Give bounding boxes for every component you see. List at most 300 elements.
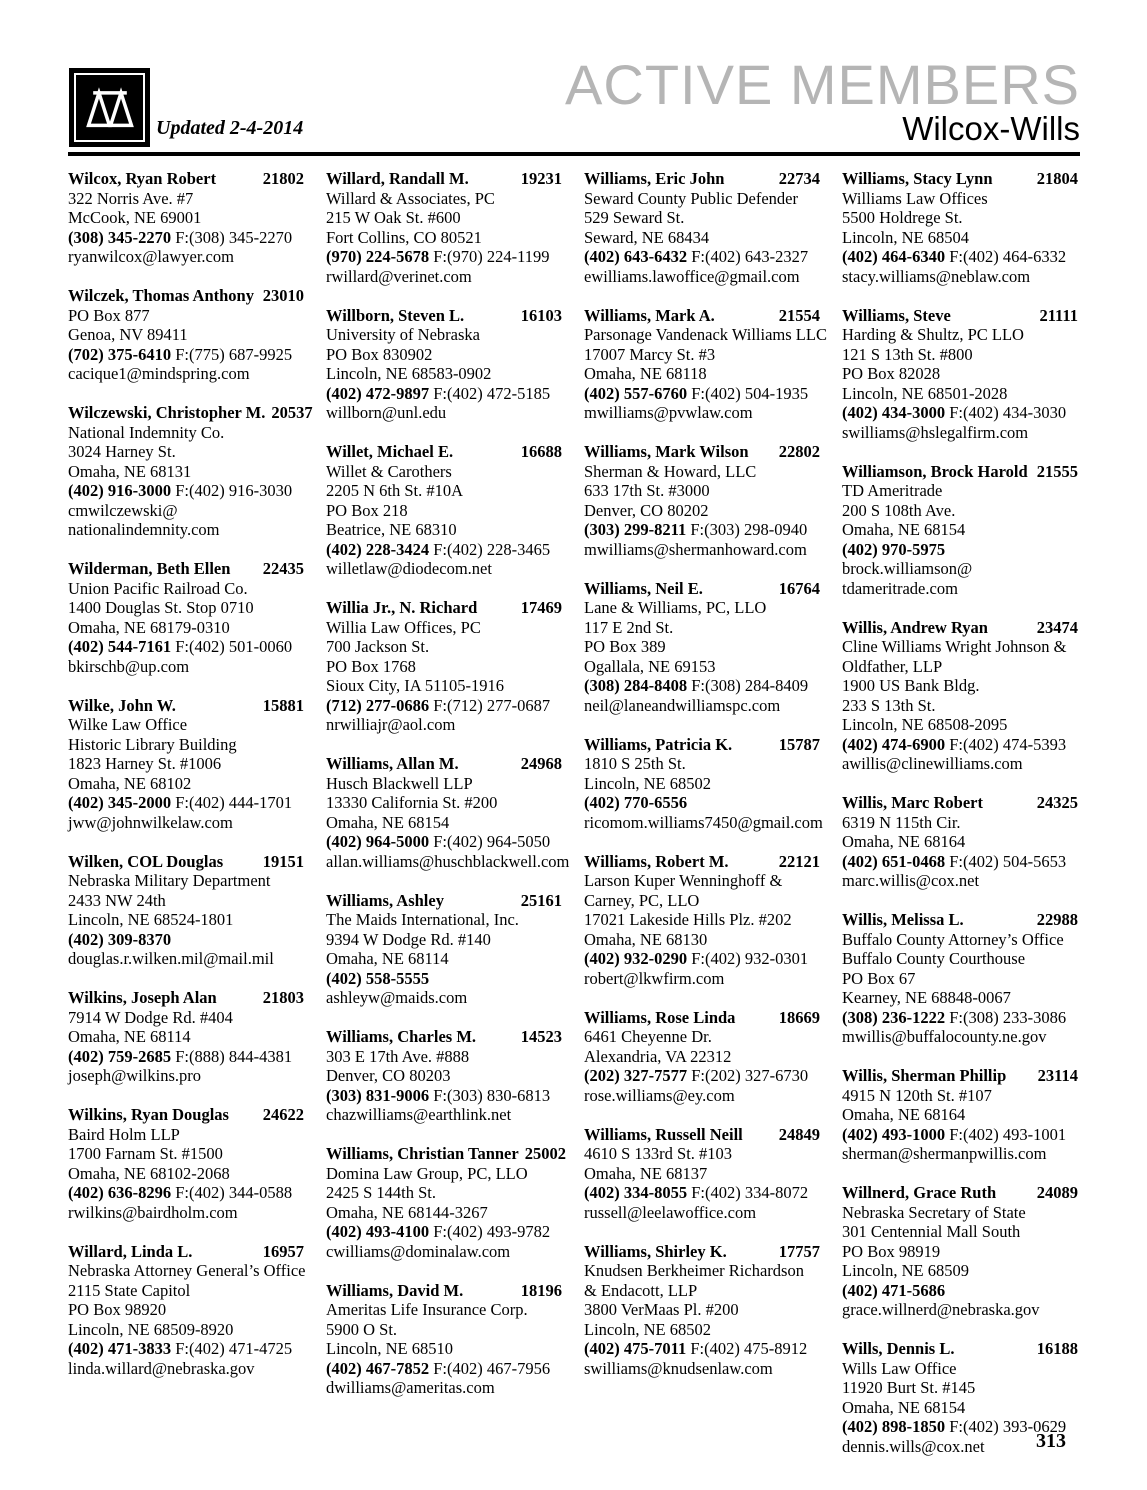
member-address-line: Nebraska Military Department xyxy=(68,871,271,890)
member-entry-header xyxy=(842,169,1078,189)
member-address-line: Nebraska Attorney General’s Office xyxy=(68,1261,306,1280)
member-id: 21555 xyxy=(1036,461,1078,481)
member-address-line: 2115 State Capitol xyxy=(68,1280,191,1300)
member-address-line: Lincoln, NE 68524-1801 xyxy=(68,910,234,929)
member-entry xyxy=(842,169,1078,286)
member-address-line: 3800 VerMaas Pl. #200 xyxy=(584,1300,739,1319)
member-phone-line xyxy=(326,696,562,716)
member-entry xyxy=(68,696,304,833)
member-fax: F:(775) 687-9925 xyxy=(175,344,293,364)
member-phone-line xyxy=(68,228,304,248)
updated-date: Updated 2-4-2014 xyxy=(156,117,304,139)
member-email-line: douglas.r.wilken.mil@mail.mil xyxy=(68,949,274,968)
member-id: 16688 xyxy=(520,442,562,461)
member-entry-header xyxy=(584,169,820,189)
member-entry xyxy=(326,891,562,1008)
member-address-line: PO Box 389 xyxy=(584,637,666,656)
member-email-line: mwilliams@shermanhoward.com xyxy=(584,539,807,559)
member-id: 16957 xyxy=(262,1241,304,1261)
member-entry xyxy=(584,852,820,989)
member-fax: F:(402) 472-5185 xyxy=(433,383,551,403)
member-fax: F:(402) 964-5050 xyxy=(433,832,551,851)
member-phone: (402) 759-2685 xyxy=(68,1046,172,1066)
member-phone-line xyxy=(842,247,1078,267)
member-address-line: Harding & Shultz, PC LLO xyxy=(842,325,1024,344)
member-email-line: dennis.wills@cox.net xyxy=(842,1436,985,1456)
member-address-line: 4610 S 133rd St. #103 xyxy=(584,1144,733,1163)
scales-of-justice-icon xyxy=(74,73,145,142)
member-name: Willia Jr., N. Richard xyxy=(326,598,478,617)
member-phone-line xyxy=(842,403,1078,423)
member-address-line: 6319 N 115th Cir. xyxy=(842,812,961,832)
member-address-line: Buffalo County Courthouse xyxy=(842,949,1026,968)
member-email-line: swilliams@hslegalfirm.com xyxy=(842,422,1029,442)
member-email-line: joseph@wilkins.pro xyxy=(68,1066,201,1085)
member-address-line: PO Box 877 xyxy=(68,305,150,325)
member-entry xyxy=(68,286,304,384)
member-entry-header xyxy=(326,891,562,911)
member-email-line: stacy.williams@neblaw.com xyxy=(842,266,1031,286)
member-address-line: Willia Law Offices, PC xyxy=(326,617,481,637)
member-address-line: Husch Blackwell LLP xyxy=(326,773,473,793)
member-address-line: Ogallala, NE 69153 xyxy=(584,656,716,676)
member-address-line: Seward County Public Defender xyxy=(584,188,798,208)
member-address-line: Lincoln, NE 68509 xyxy=(842,1261,969,1280)
member-id: 21803 xyxy=(262,988,304,1007)
member-address-line: Omaha, NE 68114 xyxy=(326,949,449,968)
member-address-line: Williams Law Offices xyxy=(842,188,988,208)
member-address-line: Lincoln, NE 68508-2095 xyxy=(842,715,1008,734)
member-fax: F:(402) 504-5653 xyxy=(949,851,1067,871)
member-entry xyxy=(584,1242,820,1379)
member-address-line: Historic Library Building xyxy=(68,734,237,754)
member-entry-header xyxy=(326,754,562,774)
member-phone: (402) 493-1000 xyxy=(842,1124,946,1144)
member-address-line: Carney, PC, LLO xyxy=(584,890,700,910)
member-name: Williams, Neil E. xyxy=(584,578,703,598)
member-name: Williams, Charles M. xyxy=(326,1027,477,1046)
member-entry-header xyxy=(584,1125,820,1145)
member-fax: F:(308) 345-2270 xyxy=(175,227,293,247)
member-address-line: PO Box 98919 xyxy=(842,1241,941,1261)
member-phone: (402) 472-9897 xyxy=(326,383,430,403)
member-entry-header xyxy=(326,1027,562,1047)
member-entry xyxy=(584,1008,820,1106)
member-address-line: 233 S 13th St. xyxy=(842,695,936,715)
member-name: Williams, David M. xyxy=(326,1280,464,1300)
member-address-line: The Maids International, Inc. xyxy=(326,910,519,929)
member-address-line: Lincoln, NE 68510 xyxy=(326,1339,453,1358)
member-fax: F:(402) 444-1701 xyxy=(175,793,293,812)
member-name: Willet, Michael E. xyxy=(326,442,454,461)
member-address-line: Omaha, NE 68102 xyxy=(68,773,192,793)
member-fax: F:(303) 298-0940 xyxy=(690,520,808,539)
member-email-line: grace.willnerd@nebraska.gov xyxy=(842,1300,1040,1319)
member-id: 25161 xyxy=(520,890,562,910)
member-address-line: 1400 Douglas St. Stop 0710 xyxy=(68,598,254,617)
member-id: 15787 xyxy=(778,734,820,754)
member-phone: (402) 544-7161 xyxy=(68,637,172,656)
member-entry-header xyxy=(842,306,1078,326)
member-address-line: Genoa, NV 89411 xyxy=(68,325,188,344)
member-entry xyxy=(326,1144,566,1261)
member-address-line: PO Box 830902 xyxy=(326,344,433,364)
member-address-line: Nebraska Secretary of State xyxy=(842,1202,1026,1222)
member-phone: (303) 299-8211 xyxy=(584,520,687,539)
member-address-line: PO Box 82028 xyxy=(842,364,941,383)
member-phone: (303) 831-9006 xyxy=(326,1085,430,1105)
member-phone-line xyxy=(842,1008,1078,1028)
member-id: 25002 xyxy=(524,1144,566,1163)
directory-column xyxy=(584,169,827,1476)
page-number: 313 xyxy=(1036,1430,1066,1452)
member-email-line: ewilliams.lawoffice@gmail.com xyxy=(584,266,800,286)
member-address-line: 200 S 108th Ave. xyxy=(842,500,956,520)
member-phone: (402) 964-5000 xyxy=(326,832,430,851)
member-address-line: Omaha, NE 68179-0310 xyxy=(68,617,230,637)
member-address-line: National Indemnity Co. xyxy=(68,422,225,442)
member-address-line: PO Box 98920 xyxy=(68,1300,167,1319)
member-entry-header xyxy=(842,910,1078,930)
member-name: Williams, Russell Neill xyxy=(584,1124,743,1144)
member-address-line: 9394 W Dodge Rd. #140 xyxy=(326,929,491,949)
member-entry xyxy=(584,442,820,559)
member-phone-line xyxy=(584,1339,820,1359)
member-address-line: Lane & Williams, PC, LLO xyxy=(584,598,767,617)
member-entry xyxy=(584,734,823,833)
member-name: Willborn, Steven L. xyxy=(326,305,465,325)
member-entry-header xyxy=(68,169,304,189)
directory-column xyxy=(68,169,313,1476)
member-fax: F:(402) 344-0588 xyxy=(175,1183,293,1202)
member-fax: F:(402) 393-0629 xyxy=(949,1417,1067,1436)
member-entry-header xyxy=(68,988,304,1008)
member-fax: F:(402) 504-1935 xyxy=(691,383,809,403)
member-address-line: Denver, CO 80203 xyxy=(326,1066,451,1085)
member-address-line: 5500 Holdrege St. xyxy=(842,208,963,227)
member-entry xyxy=(584,1125,820,1223)
member-phone: (402) 916-3000 xyxy=(68,481,172,500)
member-id: 21111 xyxy=(1039,305,1078,325)
member-email-line: allan.williams@huschblackwell.com xyxy=(326,851,570,871)
member-address-line: 700 Jackson St. xyxy=(326,637,430,656)
member-address-line: Lincoln, NE 68502 xyxy=(584,773,711,793)
member-address-line: Beatrice, NE 68310 xyxy=(326,520,457,539)
member-address-line: Lincoln, NE 68501-2028 xyxy=(842,383,1008,403)
member-email-line: rose.williams@ey.com xyxy=(584,1085,735,1105)
member-phone-line xyxy=(584,384,820,404)
member-phone-line xyxy=(326,540,562,560)
page-title: ACTIVE MEMBERS xyxy=(565,53,1080,116)
member-name: Willis, Andrew Ryan xyxy=(842,617,988,637)
member-phone: (202) 327-7577 xyxy=(584,1066,688,1085)
member-email-line: neil@laneandwilliamspc.com xyxy=(584,695,781,715)
member-email-line: cacique1@mindspring.com xyxy=(68,364,250,383)
member-email-line: chazwilliams@earthlink.net xyxy=(326,1105,512,1124)
member-address-line: University of Nebraska xyxy=(326,325,480,344)
member-email-line: ryanwilcox@lawyer.com xyxy=(68,247,234,266)
member-address-line: Fort Collins, CO 80521 xyxy=(326,227,482,247)
member-address-line: 6461 Cheyenne Dr. xyxy=(584,1027,712,1046)
member-phone: (402) 471-5686 xyxy=(842,1280,946,1300)
member-name: Williams, Shirley K. xyxy=(584,1241,727,1261)
member-fax: F:(303) 830-6813 xyxy=(433,1085,551,1105)
member-phone-line xyxy=(842,735,1078,755)
member-id: 21554 xyxy=(778,305,820,325)
member-id: 23010 xyxy=(262,286,304,305)
member-address-line: 2205 N 6th St. #10A xyxy=(326,481,464,500)
member-name: Williams, Christian Tanner xyxy=(326,1144,519,1163)
member-entry xyxy=(68,559,304,676)
member-fax: F:(970) 224-1199 xyxy=(433,247,550,266)
member-address-line: Seward, NE 68434 xyxy=(584,227,710,247)
member-address-line: Larson Kuper Wenninghoff & xyxy=(584,871,783,890)
member-phone-line xyxy=(326,384,562,404)
member-entry xyxy=(842,1066,1078,1164)
member-phone: (402) 643-6432 xyxy=(584,247,688,266)
member-entry xyxy=(326,306,562,423)
member-id: 16188 xyxy=(1036,1339,1078,1358)
member-address-line: Denver, CO 80202 xyxy=(584,500,709,520)
member-entry xyxy=(842,793,1078,891)
member-id: 22435 xyxy=(262,559,304,578)
member-address-line: 121 S 13th St. #800 xyxy=(842,344,973,364)
member-entry-header xyxy=(326,169,562,189)
member-phone: (402) 334-8055 xyxy=(584,1183,688,1202)
member-address-line: 4915 N 120th St. #107 xyxy=(842,1085,992,1105)
member-address-line: Omaha, NE 68130 xyxy=(584,929,708,949)
member-email-line: cmwilczewski@ xyxy=(68,500,178,520)
member-entry xyxy=(326,169,562,286)
member-phone-line xyxy=(326,1359,562,1379)
member-name: Willard, Randall M. xyxy=(326,169,469,188)
member-address-line: Omaha, NE 68154 xyxy=(842,520,966,539)
member-fax: F:(402) 501-0060 xyxy=(175,637,293,656)
member-address-line: Wills Law Office xyxy=(842,1358,957,1378)
member-fax: F:(402) 471-4725 xyxy=(175,1339,293,1358)
member-entry-header xyxy=(842,1339,1078,1359)
member-address-line: 11920 Burt St. #145 xyxy=(842,1378,976,1397)
member-phone: (402) 898-1850 xyxy=(842,1417,946,1436)
member-email-line: tdameritrade.com xyxy=(842,578,958,598)
member-address-line: 633 17th St. #3000 xyxy=(584,481,710,500)
member-phone-line xyxy=(584,1066,820,1086)
member-email-line: nrwilliajr@aol.com xyxy=(326,715,456,734)
member-entry-header xyxy=(68,403,313,423)
member-name: Willis, Sherman Phillip xyxy=(842,1066,1007,1085)
member-id: 16764 xyxy=(778,578,820,598)
member-address-line: Sherman & Howard, LLC xyxy=(584,461,757,481)
member-phone: (402) 434-3000 xyxy=(842,403,946,422)
member-phone-line xyxy=(326,969,562,989)
member-email-line: brock.williamson@ xyxy=(842,559,973,578)
member-phone: (402) 475-7011 xyxy=(584,1339,687,1358)
member-fax: F:(402) 464-6332 xyxy=(949,247,1067,266)
member-address-line: Omaha, NE 68164 xyxy=(842,1105,966,1124)
member-phone-line xyxy=(68,637,304,657)
member-email-line: russell@leelawoffice.com xyxy=(584,1202,757,1222)
member-address-line: Omaha, NE 68137 xyxy=(584,1163,708,1183)
member-name: Williamson, Brock Harold xyxy=(842,461,1028,481)
member-phone: (402) 464-6340 xyxy=(842,247,946,266)
member-entry-header xyxy=(68,696,304,716)
member-fax: F:(402) 493-9782 xyxy=(433,1222,551,1241)
directory-logo xyxy=(69,68,150,147)
member-fax: F:(202) 327-6730 xyxy=(691,1066,809,1085)
member-id: 16103 xyxy=(520,305,562,325)
member-email-line: mwillis@buffalocounty.ne.gov xyxy=(842,1027,1047,1046)
member-entry xyxy=(68,403,313,540)
member-email-line: robert@lkwfirm.com xyxy=(584,968,725,988)
member-address-line: Parsonage Vandenack Williams LLC xyxy=(584,325,827,344)
member-entry-header xyxy=(584,442,820,462)
member-id: 19231 xyxy=(520,169,562,188)
member-phone: (402) 970-5975 xyxy=(842,539,946,559)
member-phone: (308) 345-2270 xyxy=(68,227,172,247)
member-address-line: Omaha, NE 68114 xyxy=(68,1027,191,1046)
member-phone-line xyxy=(68,1339,304,1359)
member-address-line: 5900 O St. xyxy=(326,1319,398,1339)
member-entry xyxy=(326,442,562,579)
member-phone-line xyxy=(584,520,820,540)
member-name: Wilken, COL Douglas xyxy=(68,851,224,871)
member-address-line: Union Pacific Railroad Co. xyxy=(68,578,248,598)
member-address-line: Domina Law Group, PC, LLO xyxy=(326,1163,528,1183)
member-email-line: nationalindemnity.com xyxy=(68,520,220,539)
member-address-line: PO Box 1768 xyxy=(326,656,416,676)
member-phone: (402) 651-0468 xyxy=(842,851,946,871)
member-name: Williams, Eric John xyxy=(584,169,725,188)
member-phone-line xyxy=(584,949,820,969)
member-email-line: rwillard@verinet.com xyxy=(326,266,472,286)
member-email-line: willetlaw@diodecom.net xyxy=(326,559,492,578)
member-address-line: 303 E 17th Ave. #888 xyxy=(326,1046,470,1066)
member-name: Williams, Mark A. xyxy=(584,305,715,325)
member-id: 24325 xyxy=(1036,793,1078,812)
member-phone: (402) 493-4100 xyxy=(326,1222,430,1241)
member-phone: (402) 770-6556 xyxy=(584,793,688,812)
member-entry xyxy=(68,169,304,267)
member-fax: F:(402) 643-2327 xyxy=(691,247,809,266)
member-phone-line xyxy=(68,1047,304,1067)
member-email-line: sherman@shermanpwillis.com xyxy=(842,1144,1047,1163)
member-name: Willis, Melissa L. xyxy=(842,910,964,929)
member-id: 18196 xyxy=(520,1280,562,1300)
member-entry xyxy=(584,169,820,286)
member-address-line: Ameritas Life Insurance Corp. xyxy=(326,1300,528,1319)
member-id: 15881 xyxy=(262,695,304,715)
member-entry-header xyxy=(584,306,820,326)
member-name: Williams, Robert M. xyxy=(584,851,729,871)
page-range-subtitle: Wilcox-Wills xyxy=(902,110,1080,147)
member-address-line: 1700 Farnam St. #1500 xyxy=(68,1144,223,1163)
member-phone-line xyxy=(842,1125,1078,1145)
member-phone: (308) 284-8408 xyxy=(584,676,688,695)
member-entry xyxy=(842,306,1078,443)
member-fax: F:(402) 474-5393 xyxy=(949,734,1067,754)
member-entry xyxy=(584,579,820,716)
member-phone-line xyxy=(584,676,820,696)
member-phone: (402) 474-6900 xyxy=(842,734,946,754)
member-address-line: Buffalo County Attorney’s Office xyxy=(842,929,1064,949)
member-id: 24089 xyxy=(1036,1183,1078,1202)
member-address-line: Omaha, NE 68154 xyxy=(842,1397,966,1417)
member-id: 20537 xyxy=(271,403,313,422)
member-address-line: Willet & Carothers xyxy=(326,461,452,481)
member-address-line: 215 W Oak St. #600 xyxy=(326,208,461,227)
member-id: 22988 xyxy=(1036,910,1078,929)
member-id: 17757 xyxy=(778,1241,820,1261)
member-phone-line xyxy=(842,540,1078,560)
member-fax: F:(308) 284-8409 xyxy=(691,676,809,695)
member-email-line: bkirschb@up.com xyxy=(68,656,190,676)
member-address-line: 1810 S 25th St. xyxy=(584,754,686,773)
member-phone-line xyxy=(326,1222,562,1242)
member-email-line: rwilkins@bairdholm.com xyxy=(68,1202,238,1222)
member-entry-header xyxy=(68,1242,304,1262)
member-id: 19151 xyxy=(262,851,304,871)
member-email-line: cwilliams@dominalaw.com xyxy=(326,1241,511,1261)
member-address-line: Cline Williams Wright Johnson & xyxy=(842,637,1067,656)
member-phone-line xyxy=(584,793,820,813)
member-fax: F:(308) 233-3086 xyxy=(949,1007,1067,1027)
member-address-line: Lincoln, NE 68502 xyxy=(584,1319,711,1339)
member-entry-header xyxy=(842,1183,1078,1203)
member-address-line: 117 E 2nd St. xyxy=(584,617,674,637)
member-address-line: Kearney, NE 68848-0067 xyxy=(842,988,1011,1007)
member-id: 21802 xyxy=(262,169,304,188)
member-name: Wilczewski, Christopher M. xyxy=(68,403,266,422)
member-phone-line xyxy=(842,852,1078,872)
member-entry-header xyxy=(326,442,562,462)
member-phone-line xyxy=(68,793,304,813)
member-entry xyxy=(326,1027,562,1125)
member-email-line: swilliams@knudsenlaw.com xyxy=(584,1358,773,1378)
member-email-line: jww@johnwilkelaw.com xyxy=(68,812,233,832)
member-address-line: 1823 Harney St. #1006 xyxy=(68,754,222,773)
member-entry-header xyxy=(68,1105,304,1125)
member-email-line: willborn@unl.edu xyxy=(326,403,447,422)
member-entry-header xyxy=(842,618,1078,638)
member-fax: F:(402) 467-7956 xyxy=(433,1358,551,1378)
member-fax: F:(402) 434-3030 xyxy=(949,403,1067,422)
member-address-line: 13330 California St. #200 xyxy=(326,793,498,812)
member-entry-header xyxy=(584,1242,820,1262)
member-phone: (712) 277-0686 xyxy=(326,695,430,715)
member-phone: (402) 345-2000 xyxy=(68,793,172,812)
member-phone-line xyxy=(68,930,304,950)
member-phone: (402) 557-6760 xyxy=(584,383,688,403)
member-phone: (402) 932-0290 xyxy=(584,949,688,968)
member-id: 24622 xyxy=(262,1105,304,1124)
member-entry-header xyxy=(842,462,1078,482)
member-phone-line xyxy=(326,247,562,267)
member-address-line: 17007 Marcy St. #3 xyxy=(584,344,716,364)
member-address-line: Omaha, NE 68144-3267 xyxy=(326,1202,488,1222)
member-entry-header xyxy=(326,1144,566,1164)
member-address-line: 2425 S 144th St. xyxy=(326,1183,437,1202)
member-fax: F:(402) 493-1001 xyxy=(949,1124,1067,1144)
member-entry-header xyxy=(68,559,304,579)
member-address-line: Knudsen Berkheimer Richardson xyxy=(584,1261,804,1280)
member-entry xyxy=(326,1281,562,1398)
member-name: Williams, Ashley xyxy=(326,890,444,910)
member-phone-line xyxy=(68,1183,304,1203)
member-phone: (402) 471-3833 xyxy=(68,1339,172,1358)
member-name: Williams, Steve xyxy=(842,305,951,325)
member-phone-line xyxy=(326,832,562,852)
member-id: 18669 xyxy=(778,1007,820,1027)
